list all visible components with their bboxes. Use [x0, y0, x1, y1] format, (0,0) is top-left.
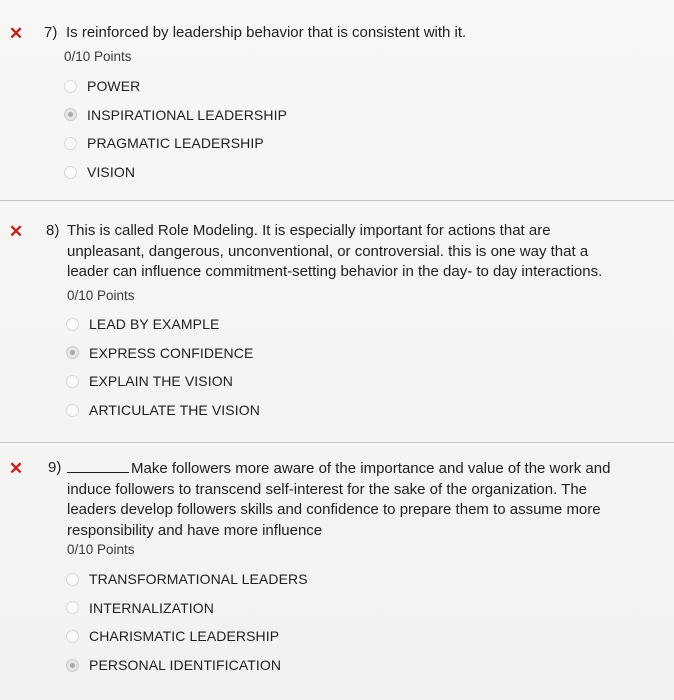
radio-button[interactable] — [64, 137, 77, 150]
answer-option[interactable] — [64, 129, 287, 158]
question-number: 9) — [48, 459, 62, 476]
answer-option[interactable] — [66, 396, 260, 425]
answer-options — [66, 310, 260, 424]
answer-option-label: PERSONAL IDENTIFICATION — [89, 657, 282, 674]
answer-option-label: CHARISMATIC LEADERSHIP — [89, 628, 280, 645]
answer-option[interactable] — [64, 72, 287, 101]
question-9 — [0, 442, 674, 700]
radio-button-selected[interactable] — [66, 346, 79, 359]
answer-option[interactable] — [66, 622, 308, 651]
answer-option[interactable] — [66, 339, 260, 368]
radio-button[interactable] — [64, 80, 77, 93]
question-text: This is called Role Modeling. It is especially important for actions that are unpleasant, dangerous, unconventional, or controversial. this is one way that a leader can influence commitment-setting behavior in the day- to day interactions. — [67, 222, 603, 280]
answer-option[interactable] — [66, 594, 308, 623]
answer-option-label: VISION — [87, 164, 136, 181]
question-points: 0/10 Points — [67, 542, 135, 557]
answer-options — [66, 565, 308, 679]
answer-option[interactable] — [64, 101, 287, 130]
answer-option[interactable] — [64, 158, 287, 187]
answer-options — [64, 72, 287, 186]
radio-button[interactable] — [66, 573, 79, 586]
answer-option[interactable] — [66, 651, 308, 680]
question-number: 7) — [44, 24, 58, 41]
answer-option[interactable] — [66, 367, 260, 396]
answer-option-label: INSPIRATIONAL LEADERSHIP — [87, 106, 288, 123]
radio-button[interactable] — [66, 375, 79, 388]
question-points: 0/10 Points — [67, 288, 135, 303]
fill-in-blank — [67, 458, 129, 473]
radio-button-selected[interactable] — [66, 659, 79, 672]
radio-button[interactable] — [64, 166, 77, 179]
answer-option-label: EXPLAIN THE VISION — [89, 373, 233, 390]
question-number: 8) — [46, 222, 60, 239]
question-text: Is reinforced by leadership behavior that is consistent with it. — [66, 24, 467, 41]
question-text-body: Make followers more aware of the importance and value of the work and induce followers to transcend self-interest for the sake of the organization. The leaders develop followers skills and confidence to prepare them to assume more responsibility and have more influence — [67, 460, 611, 539]
answer-option-label: ARTICULATE THE VISION — [89, 402, 260, 419]
answer-option-label: INTERNALIZATION — [89, 599, 214, 616]
question-points: 0/10 Points — [64, 49, 132, 64]
wrong-answer-icon: ✕ — [8, 222, 24, 241]
answer-option[interactable] — [66, 310, 260, 339]
radio-button[interactable] — [66, 601, 79, 614]
answer-option-label: LEAD BY EXAMPLE — [89, 316, 220, 333]
answer-option-label: POWER — [87, 78, 141, 95]
radio-button[interactable] — [66, 318, 79, 331]
answer-option-label: TRANSFORMATIONAL LEADERS — [89, 571, 308, 588]
question-7 — [0, 0, 674, 200]
question-text — [67, 458, 632, 541]
radio-button[interactable] — [66, 630, 79, 643]
question-8 — [0, 200, 674, 442]
answer-option[interactable] — [66, 565, 308, 594]
radio-button[interactable] — [66, 404, 79, 417]
answer-option-label: PRAGMATIC LEADERSHIP — [87, 135, 264, 152]
wrong-answer-icon: ✕ — [8, 459, 24, 478]
answer-option-label: EXPRESS CONFIDENCE — [89, 344, 254, 361]
wrong-answer-icon: ✕ — [8, 24, 24, 43]
radio-button-selected[interactable] — [64, 108, 77, 121]
